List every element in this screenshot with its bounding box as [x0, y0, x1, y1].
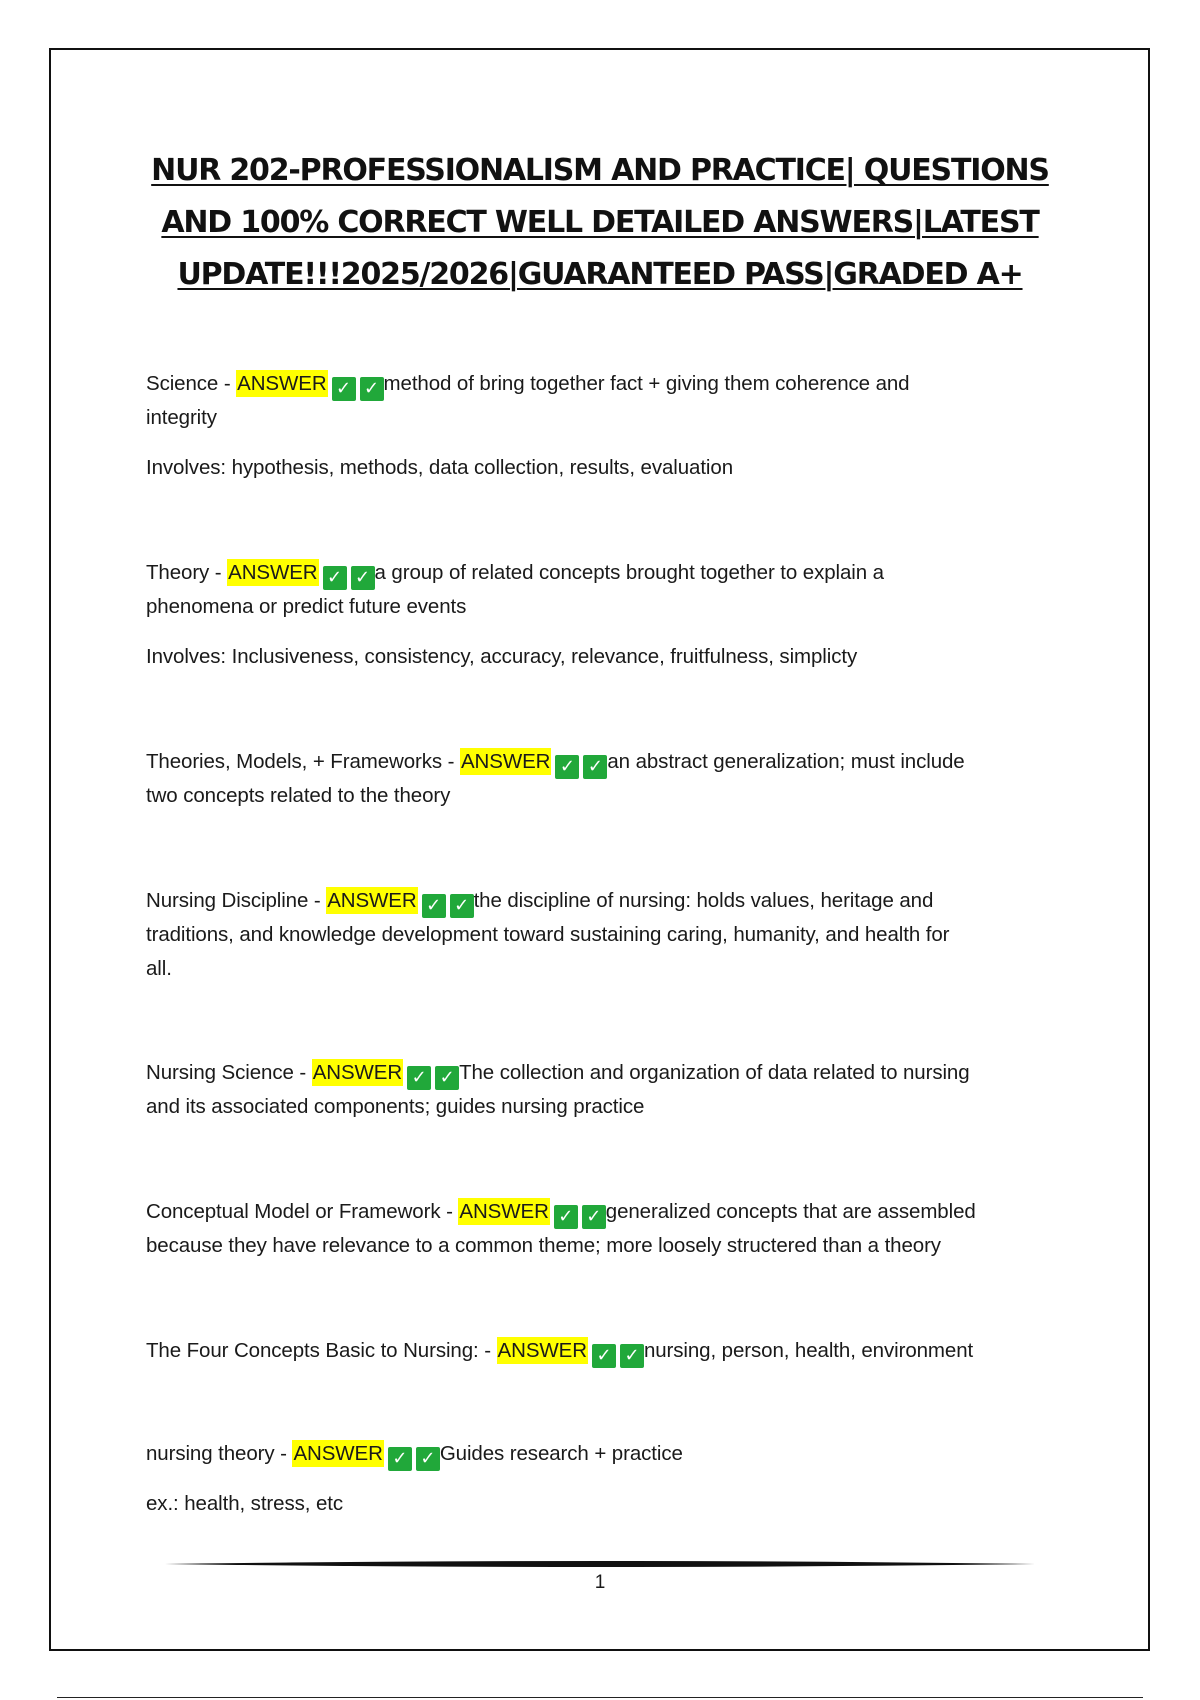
entry-answer-line-2: phenomena or predict future events	[146, 595, 467, 618]
entry-answer-line-1: the discipline of nursing: holds values, heritage and	[473, 889, 934, 912]
answer-highlight: ANSWER	[228, 561, 318, 584]
checkmark-icon: ✓	[555, 755, 579, 779]
qa-entry-nursing-science	[146, 1056, 1046, 1124]
entry-answer-line-2: traditions, and knowledge development toward sustaining caring, humanity, and health for	[146, 923, 950, 946]
qa-entry-nursing-discipline	[146, 884, 1046, 986]
title-line-2: AND 100% CORRECT WELL DETAILED ANSWERS|LATEST	[161, 205, 1039, 240]
entry-answer-line-1: generalized concepts that are assembled	[605, 1200, 976, 1223]
answer-highlight: ANSWER	[293, 1442, 383, 1465]
qa-entry-nursing-theory	[146, 1437, 1046, 1521]
entry-answer-line-1: an abstract generalization; must include	[607, 750, 965, 773]
answer-highlight: ANSWER	[497, 1339, 587, 1362]
answer-highlight: ANSWER	[460, 750, 551, 773]
document-title	[150, 145, 1050, 301]
checkmark-icon: ✓	[582, 1205, 606, 1229]
entry-answer-line-2: two concepts related to the theory	[146, 784, 451, 807]
checkmark-icon: ✓	[323, 566, 347, 590]
entry-term: Science -	[146, 372, 237, 395]
checkmark-icon: ✓	[620, 1344, 644, 1368]
entry-term: Nursing Discipline -	[146, 889, 327, 912]
entry-term: Nursing Science -	[146, 1061, 312, 1084]
entry-answer-line-2: because they have relevance to a common theme; more loosely structered than a theory	[146, 1234, 941, 1257]
checkmark-icon: ✓	[360, 377, 384, 401]
checkmark-icon: ✓	[435, 1066, 459, 1090]
entry-term: Theories, Models, + Frameworks -	[146, 750, 460, 773]
checkmark-icon: ✓	[332, 377, 356, 401]
qa-entry-science	[146, 367, 1046, 485]
entry-term: Conceptual Model or Framework -	[146, 1200, 459, 1223]
entry-answer-line-1: Guides research + practice	[439, 1442, 683, 1465]
entry-note: Involves: Inclusiveness, consistency, accuracy, relevance, fruitfulness, simplicty	[146, 645, 858, 668]
entry-answer-line-1: The collection and organization of data related to nursing	[459, 1061, 970, 1084]
checkmark-icon: ✓	[351, 566, 375, 590]
checkmark-icon: ✓	[450, 894, 474, 918]
page-number: 1	[594, 1572, 606, 1593]
answer-highlight: ANSWER	[237, 372, 327, 395]
entry-answer-line-3: all.	[146, 957, 172, 980]
checkmark-icon: ✓	[388, 1447, 412, 1471]
qa-entry-theory	[146, 556, 1046, 674]
qa-entry-conceptual-model	[146, 1195, 1046, 1263]
title-line-3: UPDATE!!!2025/2026|GUARANTEED PASS|GRADED A+	[177, 257, 1023, 292]
checkmark-icon: ✓	[407, 1066, 431, 1090]
checkmark-icon: ✓	[592, 1344, 616, 1368]
checkmark-icon: ✓	[416, 1447, 440, 1471]
qa-entry-theories-models-frameworks	[146, 745, 1046, 813]
checkmark-icon: ✓	[583, 755, 607, 779]
entry-answer-line-2: integrity	[146, 406, 217, 429]
entry-answer-line-1: a group of related concepts brought together to explain a	[374, 561, 884, 584]
entry-note: Involves: hypothesis, methods, data collection, results, evaluation	[146, 456, 733, 479]
entry-note: ex.: health, stress, etc	[146, 1492, 343, 1515]
answer-highlight: ANSWER	[459, 1200, 549, 1223]
entry-term: nursing theory -	[146, 1442, 293, 1465]
entry-answer-line-1: nursing, person, health, environment	[643, 1339, 974, 1362]
answer-highlight: ANSWER	[312, 1061, 403, 1084]
checkmark-icon: ✓	[422, 894, 446, 918]
answer-highlight: ANSWER	[327, 889, 417, 912]
footer-divider	[165, 1560, 1035, 1568]
entry-term: Theory -	[146, 561, 228, 584]
qa-entry-four-concepts	[146, 1334, 1046, 1368]
entry-term: The Four Concepts Basic to Nursing: -	[146, 1339, 497, 1362]
title-line-1: NUR 202-PROFESSIONALISM AND PRACTICE| QUESTIONS	[151, 153, 1049, 188]
next-page-edge	[57, 1697, 1143, 1698]
entry-answer-line-2: and its associated components; guides nursing practice	[146, 1095, 645, 1118]
entry-answer-line-1: method of bring together fact + giving them coherence and	[383, 372, 910, 395]
checkmark-icon: ✓	[554, 1205, 578, 1229]
